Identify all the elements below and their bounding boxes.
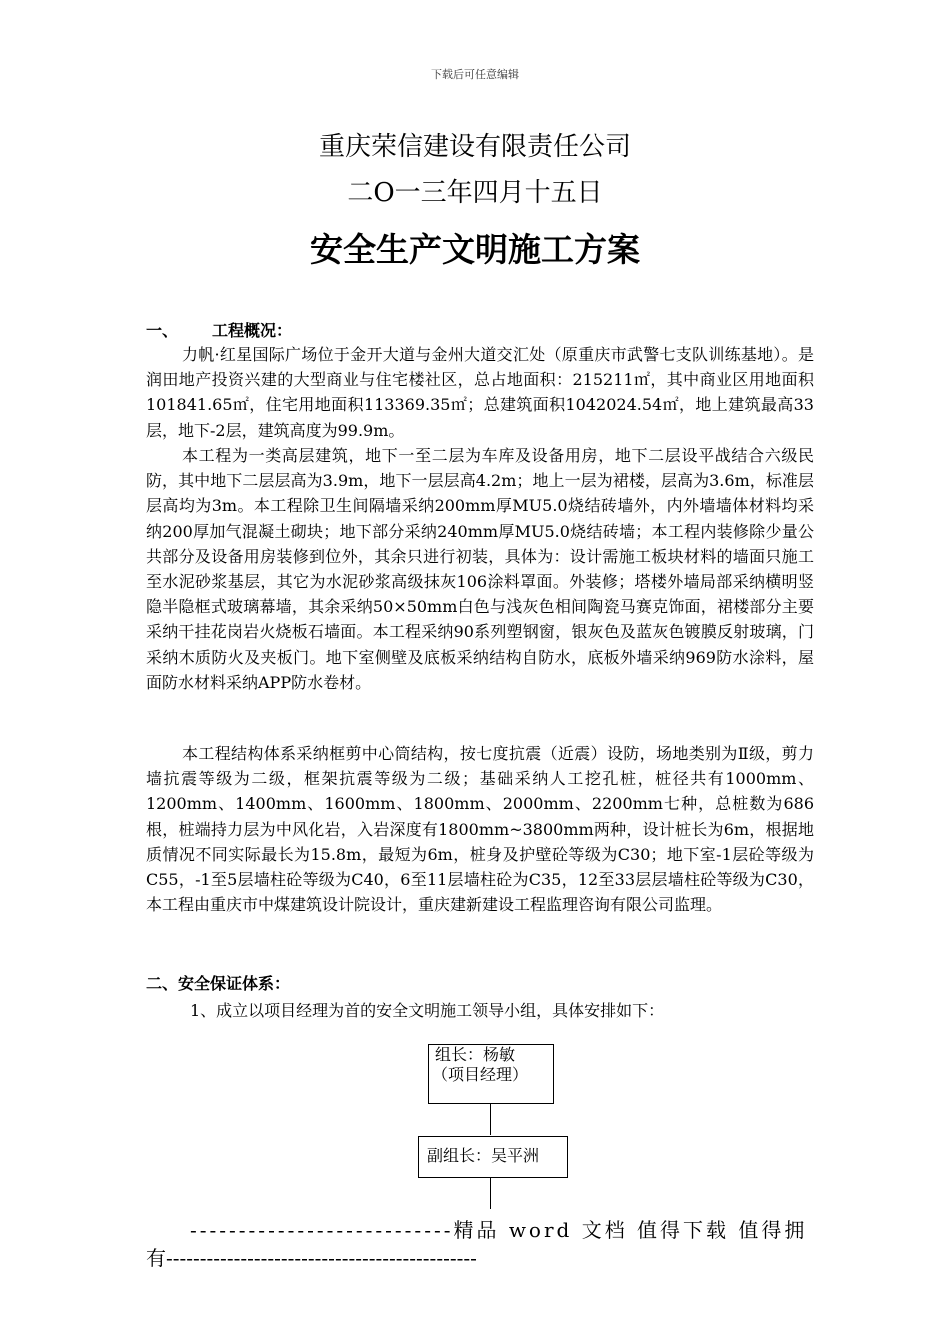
org-connector-line xyxy=(490,1103,491,1135)
section2-heading: 二、安全保证体系： xyxy=(146,974,291,993)
section1-paragraph-2: 本工程为一类高层建筑，地下一至二层为车库及设备用房，地下二层设平战结合六级民防，其中地下二层层高为3.9m，地下一层层高4.2m；地上一层为裙楼，层高为3.6m，标准层层高均为3m。本工程除卫生间隔墙采纳200mm厚MU5.0烧结砖墙外，内外墙墙体材料均采纳200厚加气混凝土砌块；地下部分采纳240mm厚MU5.0烧结砖墙；本工程内装修除少量公共部分及设备用房装修到位外，其余只进行初装，具体为：设计需施工板块材料的墙面只施工至水泥砂浆基层，其它为水泥砂浆高级抹灰106涂料罩面。外装修；塔楼外墙局部采纳横明竖隐半隐框式玻璃幕墙，其余采纳50×50mm白色与浅灰色相间陶瓷马赛克饰面，裙楼部分主要采纳干挂花岗岩火烧板石墙面。本工程采纳90系列塑钢窗，银灰色及蓝灰色镀膜反射玻璃，门采纳木质防火及夹板门。地下室侧壁及底板采纳结构自防水，底板外墙采纳969防水涂料，屋面防水材料采纳APP防水卷材。 xyxy=(146,446,814,692)
org-leader-box xyxy=(428,1044,554,1104)
org-deputy-box xyxy=(418,1136,568,1178)
section1-heading xyxy=(146,318,292,341)
footer-line-2: 有---------------------------------------------- xyxy=(146,1246,477,1270)
org-deputy-name: 副组长：吴平洲 xyxy=(427,1146,540,1165)
header-note: 下载后可任意编辑 xyxy=(431,68,519,81)
footer-line-1: ---------------------------精品 word 文档 值得下载 值得拥 xyxy=(190,1218,808,1242)
org-connector-line-lower xyxy=(490,1177,491,1209)
section1-number: 一、 xyxy=(146,321,179,340)
org-leader-name: 组长：杨敏 xyxy=(435,1045,516,1064)
company-name: 重庆荣信建设有限责任公司 xyxy=(318,132,631,162)
section1-paragraph-1: 力帆·红星国际广场位于金开大道与金州大道交汇处（原重庆市武警七支队训练基地）。是润田地产投资兴建的大型商业与住宅楼社区，总占地面积：215211㎡，其中商业区用地面积101841.65㎡，住宅用地面积113369.35㎡；总建筑面积1042024.54㎡，地上建筑最高33层，地下-2层，建筑高度为99.9m。 xyxy=(146,345,814,440)
section1-title: 工程概况： xyxy=(212,321,293,340)
org-leader-role: （项目经理） xyxy=(432,1065,529,1084)
document-date: 二O一三年四月十五日 xyxy=(347,178,603,208)
section1-paragraph-3: 本工程结构体系采纳框剪中心筒结构，按七度抗震（近震）设防，场地类别为Ⅱ级，剪力墙抗震等级为二级，框架抗震等级为二级；基础采纳人工挖孔桩，桩径共有1000mm、1200mm、1400mm、1600mm、1800mm、2000mm、2200mm七种，总桩数为686根，桩端持力层为中风化岩，入岩深度有1800mm~3800mm两种，设计桩长为6m，根据地质情况不同实际最长为15.8m，最短为6m，桩身及护壁砼等级为C30；地下室-1层砼等级为C55，-1至5层墙柱砼等级为C40，6至11层墙柱砼为C35，12至33层层墙柱砼等级为C30，本工程由重庆市中煤建筑设计院设计，重庆建新建设工程监理咨询有限公司监理。 xyxy=(146,744,814,915)
document-title: 安全生产文明施工方案 xyxy=(310,230,640,269)
section2-item-1: 1、成立以项目经理为首的安全文明施工领导小组，具体安排如下： xyxy=(190,1001,665,1020)
